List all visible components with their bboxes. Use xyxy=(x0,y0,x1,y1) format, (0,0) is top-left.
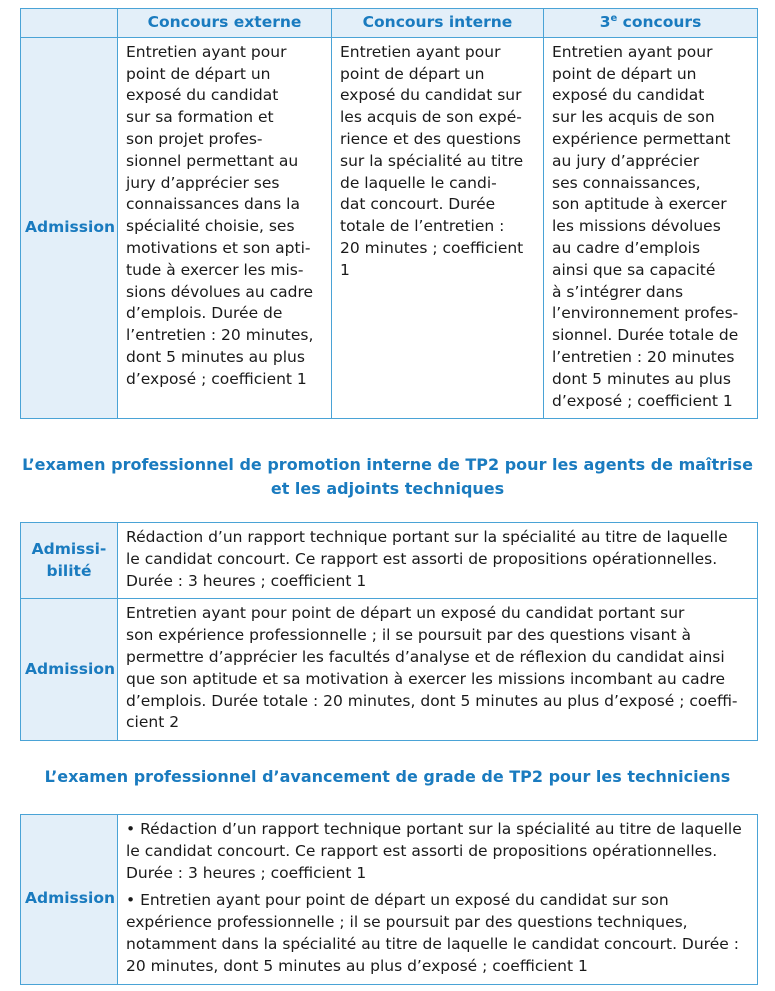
header-troisieme-number: 3 xyxy=(599,13,611,31)
bullet-entretien: • Entretien ayant pour point de départ un exposé du candidat sur son expérience professionnelle ; il se poursuit par des questions techniques, notamment dans la spécialité au titre de laquelle le candidat concourt. Durée : 20 minutes, dont 5 minutes au plus d’exposé ; coefficient 1 xyxy=(126,891,739,975)
avancement-grade-table xyxy=(20,814,758,985)
header-troisieme-suffix: e xyxy=(610,12,618,24)
cell-admission-techniciens xyxy=(118,815,758,985)
cell-admission-text: Entretien ayant pour point de départ un exposé du candidat portant sur son expérience professionnelle ; il se poursuit par des questions visant à permettre d’apprécier les facultés d’analyse et de réflexion du candidat ainsi que son aptitude et sa motivation à exercer les missions incombant au cadre d’emplois. Durée totale : 20 minutes, dont 5 minutes au plus d’exposé ; coeffi- cient 2 xyxy=(126,604,738,732)
section-title-avancement-grade: L’examen professionnel d’avancement de grade de TP2 pour les techniciens xyxy=(44,767,731,786)
table-row xyxy=(21,523,758,599)
row-label-admissibilite xyxy=(21,523,118,599)
row-label-admission-text: Admission xyxy=(25,659,116,678)
admission-comparison-table xyxy=(20,8,758,419)
header-corner xyxy=(21,9,118,38)
row-label-admission-techniciens: Admission xyxy=(21,815,118,985)
header-troisieme-label: concours xyxy=(617,13,702,31)
table-row xyxy=(21,37,758,419)
table-row xyxy=(21,599,758,741)
section-title-promotion-interne: L’examen professionnel de promotion interne de TP2 pour les agents de maîtrise et les adjoints techniques xyxy=(22,455,753,498)
cell-troisieme xyxy=(544,37,758,419)
cell-admissibilite xyxy=(118,523,758,599)
cell-troisieme-text: Entretien ayant pour point de départ un exposé du candidat sur les acquis de son expérience permettant au jury d’apprécier ses connaissances, son aptitude à exercer les missions dévolues au cadre d’emplois ainsi que sa capacité à s’intégrer dans l’environnement profes- sionnel. Durée totale de l’entretien : 20 minutes dont 5 minutes au plus d’exposé ; coefficient 1 xyxy=(552,42,739,410)
row-label-admission: Admission xyxy=(21,37,118,419)
cell-interne xyxy=(332,37,544,419)
cell-admission xyxy=(118,599,758,741)
cell-externe-text: Entretien ayant pour point de départ un exposé du candidat sur sa formation et son projet profes- sionnel permettant au jury d’apprécier ses connaissances dans la spécialité choisie, ses motivations et son apti- tude à exercer les mis- sions dévolues au cadre d’emplois. Durée de l’entretien : 20 minutes, dont 5 minutes au plus d’exposé ; coefficient 1 xyxy=(126,42,314,388)
table-header-row xyxy=(21,9,758,38)
row-label-admissibilite-text: Admissi- bilité xyxy=(31,539,107,580)
cell-externe xyxy=(118,37,332,419)
header-concours-externe: Concours externe xyxy=(118,9,332,38)
table-row xyxy=(21,815,758,985)
header-concours-interne: Concours interne xyxy=(332,9,544,38)
bullet-rapport-technique: • Rédaction d’un rapport technique portant sur la spécialité au titre de laquelle le candidat concourt. Ce rapport est assorti de propositions opérationnelles. Durée : 3 heures ; coefficient 1 xyxy=(126,820,742,882)
header-troisieme-concours xyxy=(544,9,758,38)
row-label-admission xyxy=(21,599,118,741)
promotion-interne-table xyxy=(20,522,758,741)
cell-admissibilite-text: Rédaction d’un rapport technique portant sur la spécialité au titre de laquelle le candidat concourt. Ce rapport est assorti de propositions opérationnelles. Durée : 3 heures ; coefficient 1 xyxy=(126,528,728,590)
cell-interne-text: Entretien ayant pour point de départ un exposé du candidat sur les acquis de son expé- rience et des questions sur la spécialité au titre de laquelle le candi- dat concourt. Durée totale de l’entretien : 20 minutes ; coefficient 1 xyxy=(340,42,524,279)
